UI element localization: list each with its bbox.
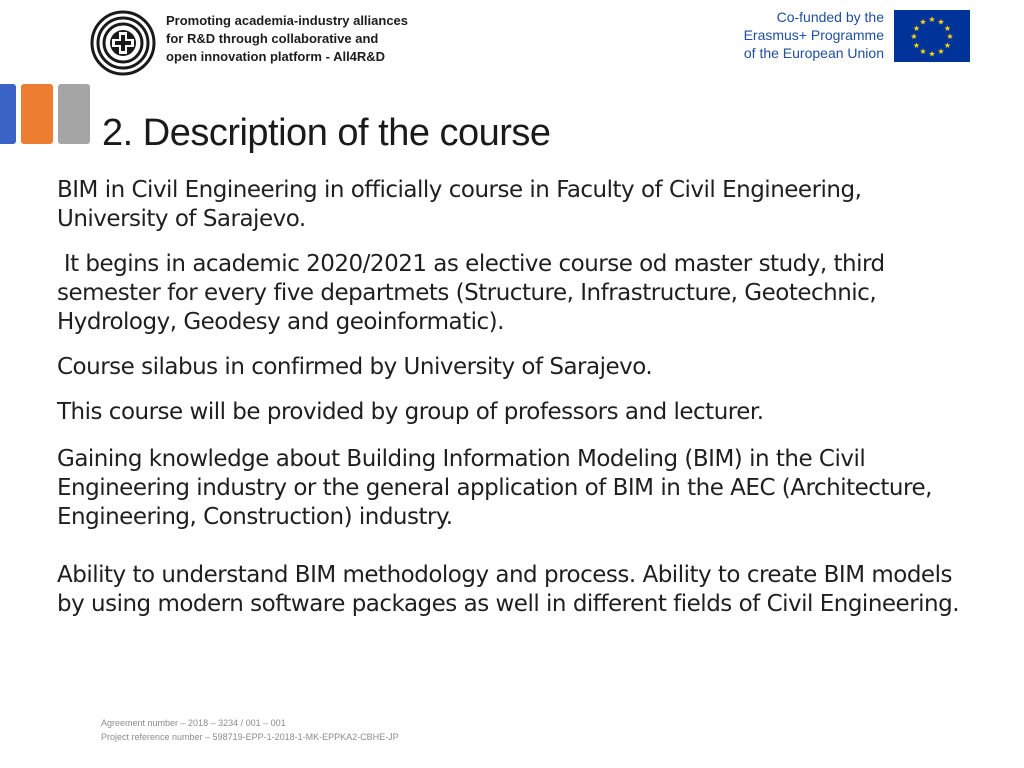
svg-text:★: ★ bbox=[928, 15, 936, 24]
svg-text:★: ★ bbox=[946, 32, 954, 41]
slide-footer bbox=[101, 716, 399, 744]
project-title-line: open innovation platform - All4R&D bbox=[166, 49, 386, 64]
eu-flag-icon bbox=[894, 10, 970, 62]
body-paragraph: This course will be provided by group of professors and lecturer. bbox=[57, 399, 764, 425]
body-paragraph: Course silabus in confirmed by University of Sarajevo. bbox=[57, 354, 653, 380]
svg-text:★: ★ bbox=[928, 49, 936, 59]
svg-text:★: ★ bbox=[919, 47, 927, 56]
body-paragraph: It begins in academic 2020/2021 as elective course od master study, third semester for every five departmets (Structure, Infrastructure, Geotechnic, Hydrology, Geodesy and geoinformatic). bbox=[57, 251, 892, 335]
svg-text:★: ★ bbox=[943, 24, 952, 33]
svg-text:★: ★ bbox=[910, 32, 918, 41]
project-title-line: for R&D through collaborative and bbox=[166, 31, 379, 46]
svg-text:★: ★ bbox=[937, 47, 945, 56]
eu-cofunding-text bbox=[744, 8, 884, 62]
project-reference-number: Project reference number – 598719-EPP-1-2018-1-MK-EPPKA2-CBHE-JP bbox=[101, 732, 399, 742]
eu-text-line: of the European Union bbox=[743, 45, 884, 61]
eu-text-line: Co-funded by the bbox=[776, 9, 884, 25]
body-paragraph: Gaining knowledge about Building Information Modeling (BIM) in the Civil Engineering industry or the general application of BIM in the AEC (Architecture, Engineering, Construction) industry. bbox=[57, 446, 932, 530]
svg-text:★: ★ bbox=[912, 24, 921, 33]
svg-text:★: ★ bbox=[912, 41, 921, 50]
body-paragraph: Ability to understand BIM methodology and process. Ability to create BIM models by using modern software packages as well in different fields of Civil Engineering. bbox=[57, 562, 960, 617]
project-logo-icon bbox=[90, 10, 156, 76]
slide-body bbox=[57, 176, 977, 619]
slide-title: 2. Description of the course bbox=[102, 112, 551, 154]
svg-text:★: ★ bbox=[943, 41, 952, 50]
project-title-line: Promoting academia-industry alliances bbox=[166, 13, 409, 28]
body-paragraph: BIM in Civil Engineering in officially course in Faculty of Civil Engineering, University of Sarajevo. bbox=[57, 177, 862, 232]
agreement-number: Agreement number – 2018 – 3234 / 001 – 001 bbox=[101, 718, 286, 728]
eu-text-line: Erasmus+ Programme bbox=[743, 27, 884, 43]
accent-bar-blue bbox=[0, 84, 16, 144]
accent-bar-gray bbox=[58, 84, 90, 144]
svg-text:★: ★ bbox=[919, 17, 927, 27]
accent-bar-orange bbox=[21, 84, 53, 144]
project-title-block bbox=[166, 12, 456, 66]
svg-text:★: ★ bbox=[937, 17, 945, 27]
